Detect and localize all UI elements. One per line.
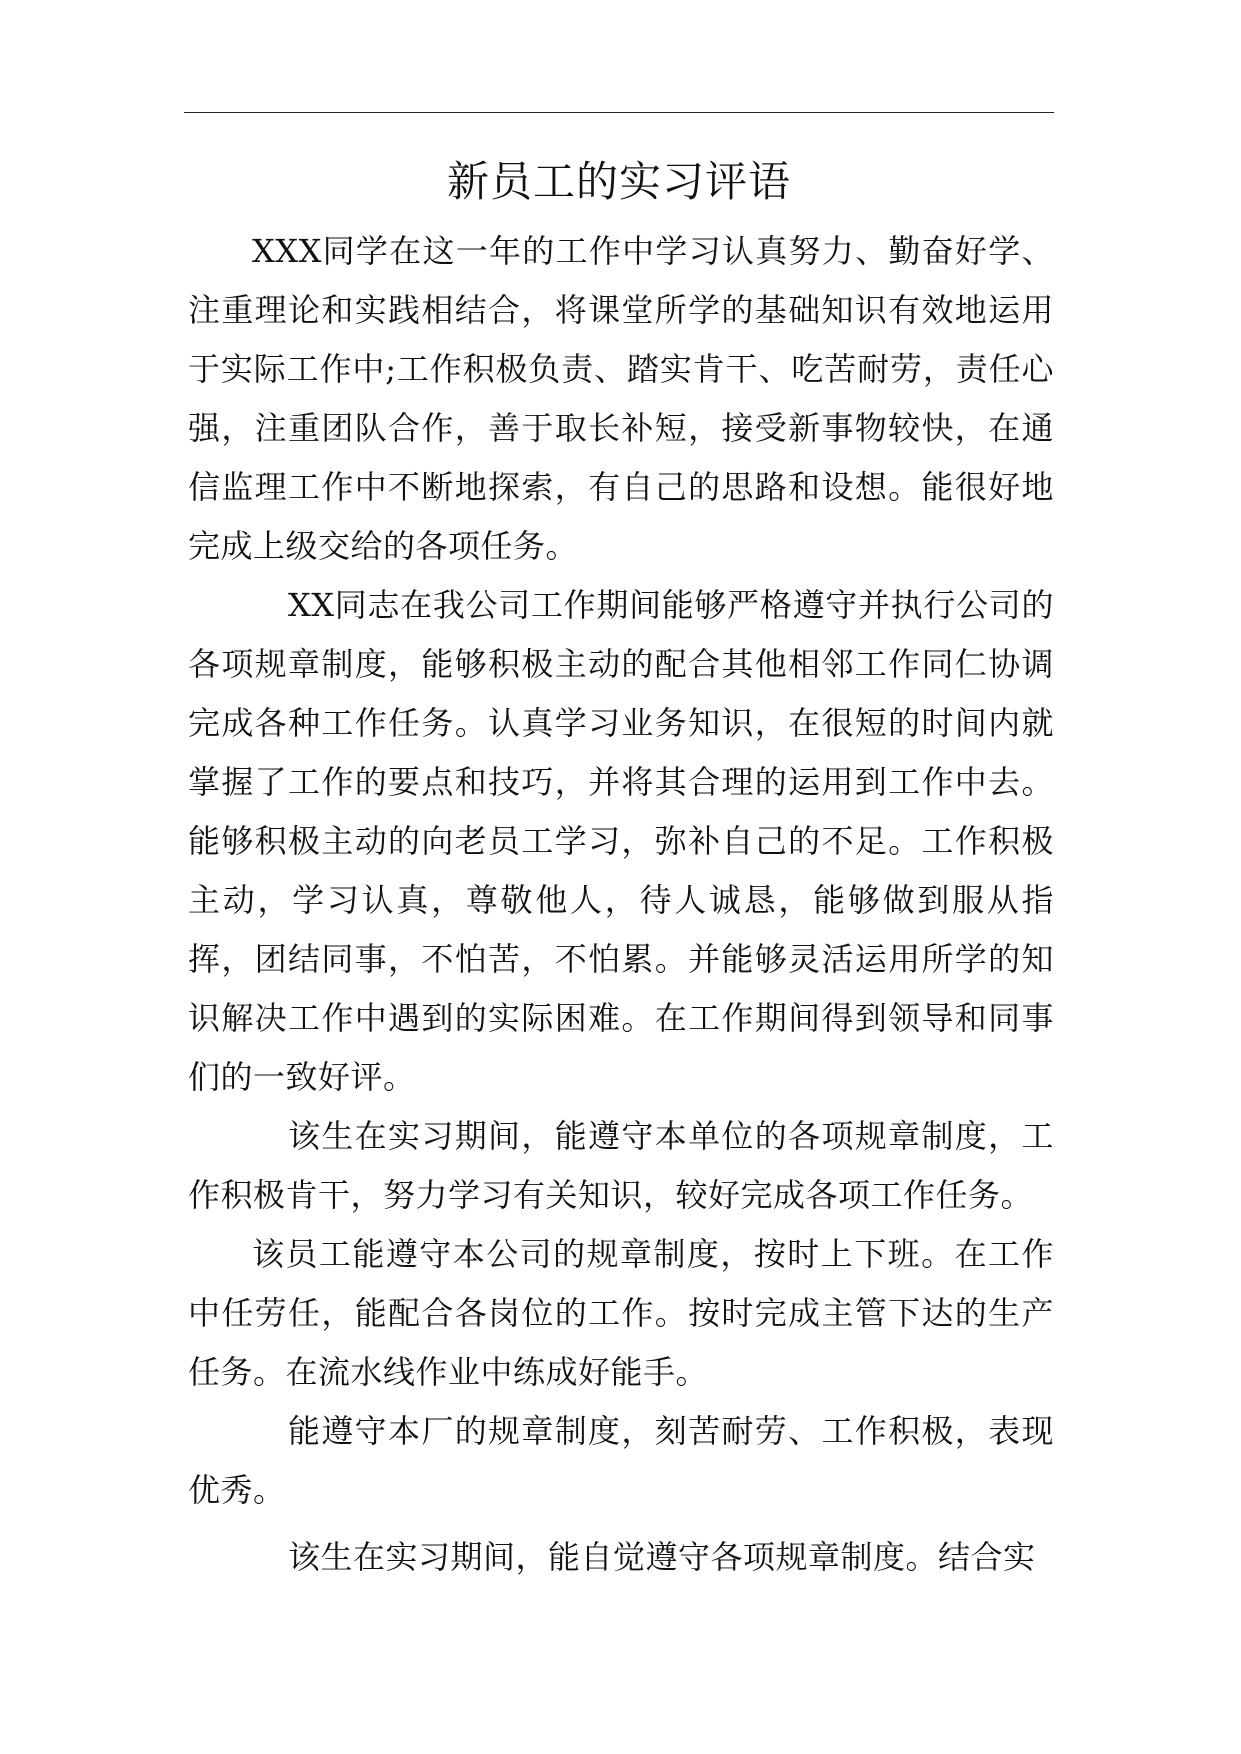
- paragraph-3: 该生在实习期间，能遵守本单位的各项规章制度，工作积极肯干，努力学习有关知识，较好完成各项工作任务。: [188, 1117, 1054, 1214]
- paragraph-5: 能遵守本厂的规章制度，刻苦耐劳、工作积极，表现优秀。: [188, 1412, 1054, 1509]
- paragraph-2: XX同志在我公司工作期间能够严格遵守并执行公司的各项规章制度，能够积极主动的配合其他相邻工作同仁协调完成各种工作任务。认真学习业务知识，在很短的时间内就掌握了工作的要点和技巧，并将其合理的运用到工作中去。能够积极主动的向老员工学习，弥补自己的不足。工作积极主动，学习认真，尊敬他人，待人诚恳，能够做到服从指挥，团结同事，不怕苦，不怕累。并能够灵活运用所学的知识解决工作中遇到的实际困难。在工作期间得到领导和同事们的一致好评。: [188, 586, 1054, 1096]
- paragraph-4: 该员工能遵守本公司的规章制度，按时上下班。在工作中任劳任，能配合各岗位的工作。按时完成主管下达的生产任务。在流水线作业中练成好能手。: [188, 1235, 1054, 1391]
- paragraph-6: 该生在实习期间，能自觉遵守各项规章制度。结合实: [288, 1538, 1036, 1576]
- document-body: [188, 222, 1054, 1587]
- paragraph-1: XXX同学在这一年的工作中学习认真努力、勤奋好学、注重理论和实践相结合，将课堂所学的基础知识有效地运用于实际工作中;工作积极负责、踏实肯干、吃苦耐劳，责任心强，注重团队合作，善于取长补短，接受新事物较快，在通信监理工作中不断地探索，有自己的思路和设想。能很好地完成上级交给的各项任务。: [188, 232, 1054, 565]
- header-rule: [184, 112, 1054, 113]
- document-title: 新员工的实习评语: [446, 157, 791, 206]
